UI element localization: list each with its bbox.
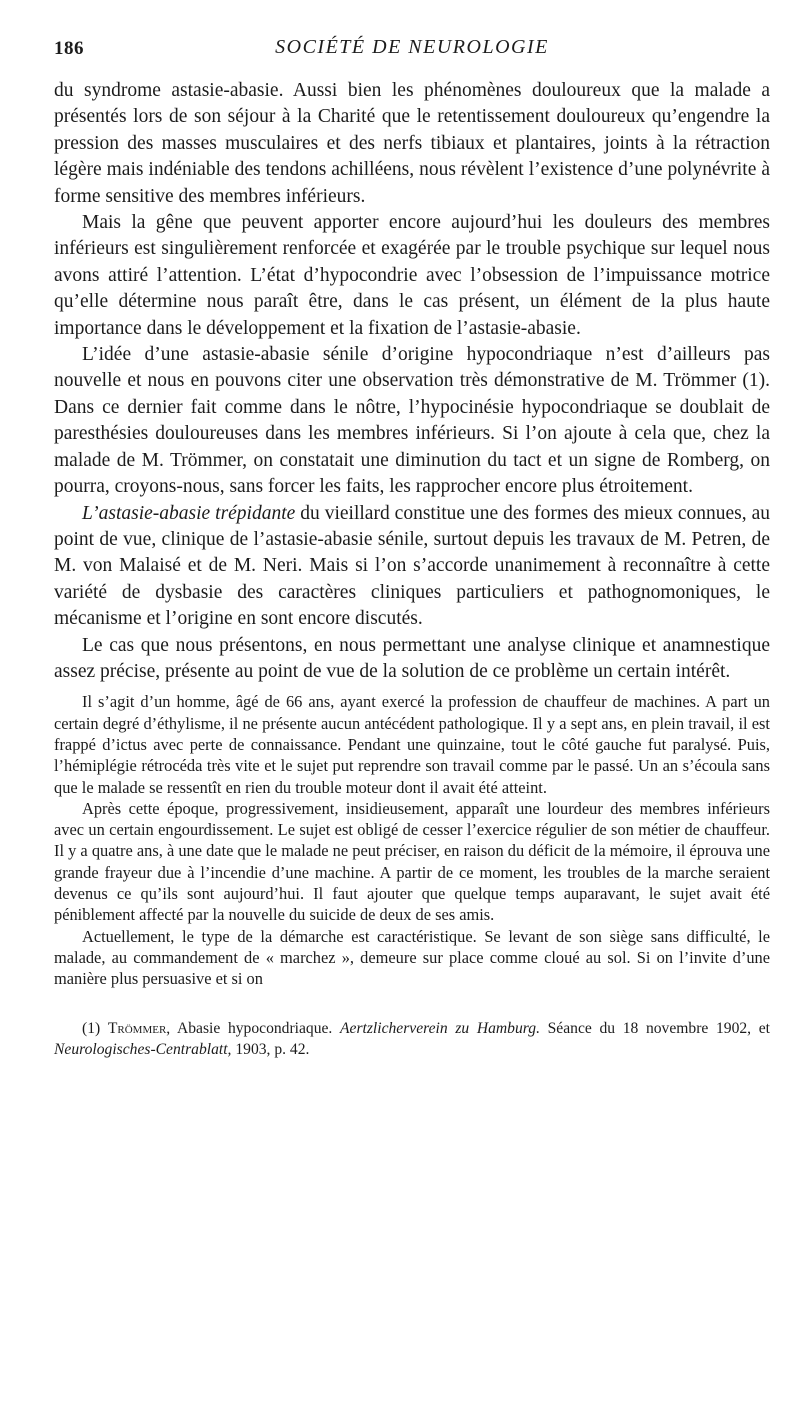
observation-paragraph: Il s’agit d’un homme, âgé de 66 ans, ayant exercé la profession de chauffeur de machines. A part un certain degré d’éthylisme, il ne présente aucun antécédent pathologique. Il y a sept ans, en plein travail, il est frappé d’ictus avec perte de connaissance. Pendant une quinzaine, tout le côté gauche fut paralysé. Puis, l’hémiplégie rétrocéda très vite et le sujet put reprendre son travail comme par le passé. Un an s’écoula sans que le malade se ressentît en rien du trouble moteur dont il avait été atteint. — [54, 692, 770, 797]
footnote — [54, 1018, 770, 1060]
footnote-author: Trömmer — [107, 1019, 167, 1037]
paragraph: du syndrome astasie-abasie. Aussi bien les phénomènes douloureux que la malade a présentés lors de son séjour à la Charité que le retentissement douloureux qu’engendre la pression des masses musculaires et des nerfs tibiaux et plantaires, joints à la rétraction légère mais indéniable des tendons achilléens, nous révèlent l’existence d’une polynévrite à forme sensitive des membres inférieurs. — [54, 80, 770, 207]
paragraph: L’idée d’une astasie-abasie sénile d’origine hypocondriaque n’est d’ailleurs pas nouvelle et nous en pouvons citer une observation très démonstrative de M. Trömmer (1). Dans ce dernier fait comme dans le nôtre, l’hypocinésie hypocondriaque se doublait de paresthésies douloureuses dans les membres inférieurs. Si l’on ajoute à cela que, chez la malade de M. Trömmer, on constatait une diminution du tact et un signe de Romberg, on pourra, croyons-nous, sans forcer les faits, les rapprocher encore plus étroitement. — [54, 344, 770, 498]
main-body — [54, 78, 770, 685]
footnote-marker: (1) — [82, 1019, 108, 1037]
page-header — [54, 0, 770, 64]
running-title: SOCIÉTÉ DE NEUROLOGIE — [275, 36, 549, 58]
paragraph-text: du vieillard constitue une des formes des mieux connues, au point de vue, clinique de l’astasie-abasie sénile, surtout depuis les travaux de M. Petren, de M. von Malaisé et de M. Neri. Mais si l’on s’accorde unanimement à reconnaître à cette variété de dysbasie des caractères cliniques particuliers et pathognomoniques, le mécanisme et l’origine en sont encore discutés. — [54, 502, 771, 630]
italic-term: L’astasie-abasie trépidante — [82, 502, 296, 524]
observation-paragraph: Actuellement, le type de la démarche est caractéristique. Se levant de son siège sans difficulté, le malade, au commandement de « marchez », demeure sur place comme cloué au sol. Si on l’invite d’une manière plus persuasive et si on — [54, 926, 770, 989]
footnote-text: Séance du 18 novembre 1902, et — [539, 1019, 770, 1037]
footnote-title: , Abasie hypocondriaque. — [166, 1019, 340, 1037]
footnote-text: 1903, p. 42. — [231, 1040, 310, 1058]
observation-paragraph: Après cette époque, progressivement, insidieusement, apparaît une lourdeur des membres inférieurs avec un certain engourdissement. Le sujet est obligé de cesser l’exercice régulier de son métier de chauffeur. Il y a quatre ans, à une date que le malade ne peut préciser, en raison du déficit de la mémoire, il éprouva une grande frayeur due à l’incendie d’une machine. A partir de ce moment, les troubles de la marche seraient devenus ce qu’ils sont aujourd’hui. Il faut ajouter que quelque temps auparavant, le sujet avait été péniblement affecté par la nouvelle du suicide de deux de ses amis. — [54, 798, 770, 925]
case-observation — [54, 691, 770, 989]
footnote-journal: Aertzlicherverein zu Hamburg. — [340, 1019, 540, 1037]
page-number: 186 — [54, 38, 84, 59]
document-page — [54, 0, 770, 1411]
footnote-journal: Neurologisches-Centrablatt, — [54, 1040, 232, 1058]
paragraph: Mais la gêne que peuvent apporter encore aujourd’hui les douleurs des membres inférieurs est singulièrement renforcée et exagérée par le trouble psychique sur lequel nous avons attiré l’attention. L’état d’hypocondrie avec l’obsession de l’impuissance motrice qu’elle détermine nous paraît être, dans le cas présent, un élément de la plus haute importance dans le développement et la fixation de l’astasie-abasie. — [54, 212, 770, 339]
paragraph — [54, 501, 770, 633]
paragraph: Le cas que nous présentons, en nous permettant une analyse clinique et anamnestique assez précise, présente au point de vue de la solution de ce problème un certain intérêt. — [54, 634, 770, 682]
